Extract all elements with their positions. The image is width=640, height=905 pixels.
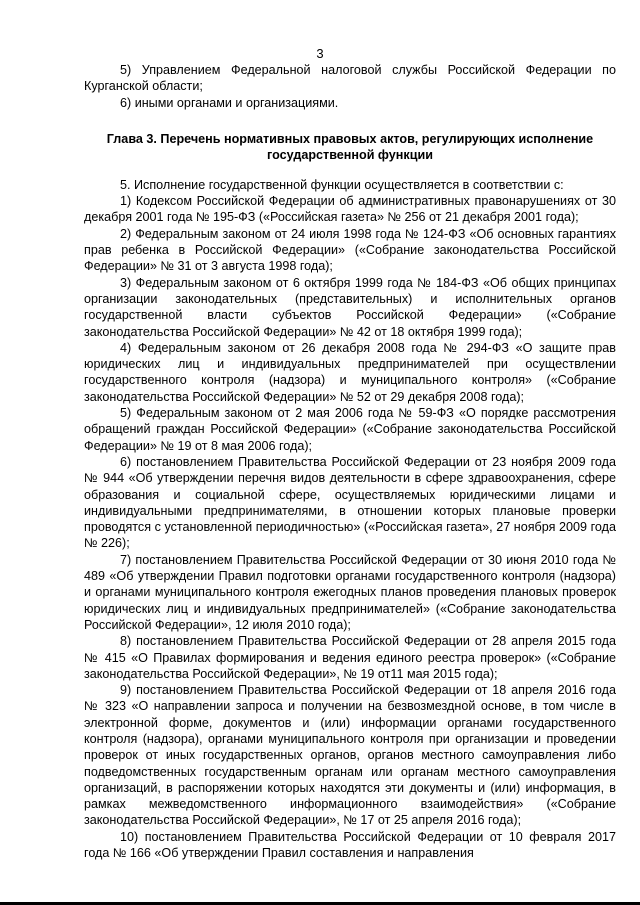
list-item-8: 8) постановлением Правительства Российской Федерации от 28 апреля 2015 года № 415 «О Правилах формирования и ведения единого реестра проверок» («Собрание законодательства Российской Федерации», № 19 от11 мая 2015 года); xyxy=(84,634,616,681)
list-item-2: 2) Федеральным законом от 24 июля 1998 года № 124-ФЗ «Об основных гарантиях прав ребенка в Российской Федерации» («Собрание законодательства Российской Федерации» № 31 от 3 августа 1998 года); xyxy=(84,226,616,274)
chapter-title: Глава 3. Перечень нормативных правовых актов, регулирующих исполнение государственной функции xyxy=(106,131,594,162)
document-body xyxy=(84,62,616,861)
list-item-4: 4) Федеральным законом от 26 декабря 2008 года № 294-ФЗ «О защите прав юридических лиц и индивидуальных предпринимателей при осуществлении государственного контроля (надзора) и муниципального контроля» («Собрание законодательства Российской Федерации» № 52 от 29 декабря 2008 года); xyxy=(84,340,616,404)
paragraph-agency-6: 6) иными органами и организациями. xyxy=(120,95,339,110)
list-item-1: 1) Кодексом Российской Федерации об административных правонарушениях от 30 декабря 2001 года № 195-ФЗ («Российская газета» № 256 от 21 декабря 2001 года); xyxy=(84,194,616,225)
list-item-3: 3) Федеральным законом от 6 октября 1999 года № 184-ФЗ «Об общих принципах организации законодательных (представительных) и исполнительных органов государственной власти субъектов Российской Федерации» («Собрание законодательства Российской Федерации» № 42 от 18 октября 1999 года); xyxy=(84,275,616,339)
list-item-9: 9) постановлением Правительства Российской Федерации от 18 апреля 2016 года № 323 «О направлении запроса и получении на безвозмездной основе, в том числе в электронной форме, документов и (или) информации органами государственного контроля (надзора), органами муниципального контроля при организации и проведении проверок от иных государственных органов, органов местного самоуправления либо подведомственных государственным органам или органам местного самоуправления организаций, в распоряжении которых находятся эти документы и (или) информация, в рамках межведомственного информационного взаимодействия» («Собрание законодательства Российской Федерации», № 17 от 25 апреля 2016 года); xyxy=(84,683,616,828)
list-item-10: 10) постановлением Правительства Российской Федерации от 10 февраля 2017 года № 166 «Об утверждении Правил составления и направления xyxy=(84,829,616,861)
page-number: 3 xyxy=(316,46,324,61)
list-item-7: 7) постановлением Правительства Российской Федерации от 30 июня 2010 года № 489 «Об утверждении Правил подготовки органами государственного контроля (надзора) и органами муниципального контроля ежегодных планов проведения плановых проверок юридических лиц и индивидуальных предпринимателей» («Собрание законодательства Российской Федерации», 12 июля 2010 года); xyxy=(84,552,616,632)
paragraph-intro: 5. Исполнение государственной функции осуществляется в соответствии с: xyxy=(120,177,564,192)
list-item-6: 6) постановлением Правительства Российской Федерации от 23 ноября 2009 года № 944 «Об утверждении перечня видов деятельности в сфере здравоохранения, сфере образования и социальной сфере, осуществляемых юридическими лицами и индивидуальными предпринимателями, в отношении которых плановые проверки проводятся с установленной периодичностью» («Российская газета», 27 ноября 2009 года № 226); xyxy=(84,454,616,551)
paragraph-agency-5: 5) Управлением Федеральной налоговой службы Российской Федерации по Курганской области; xyxy=(84,63,616,94)
list-item-5: 5) Федеральным законом от 2 мая 2006 года № 59-ФЗ «О порядке рассмотрения обращений граждан Российской Федерации» («Собрание законодательства Российской Федерации» № 19 от 8 мая 2006 года); xyxy=(84,406,616,453)
